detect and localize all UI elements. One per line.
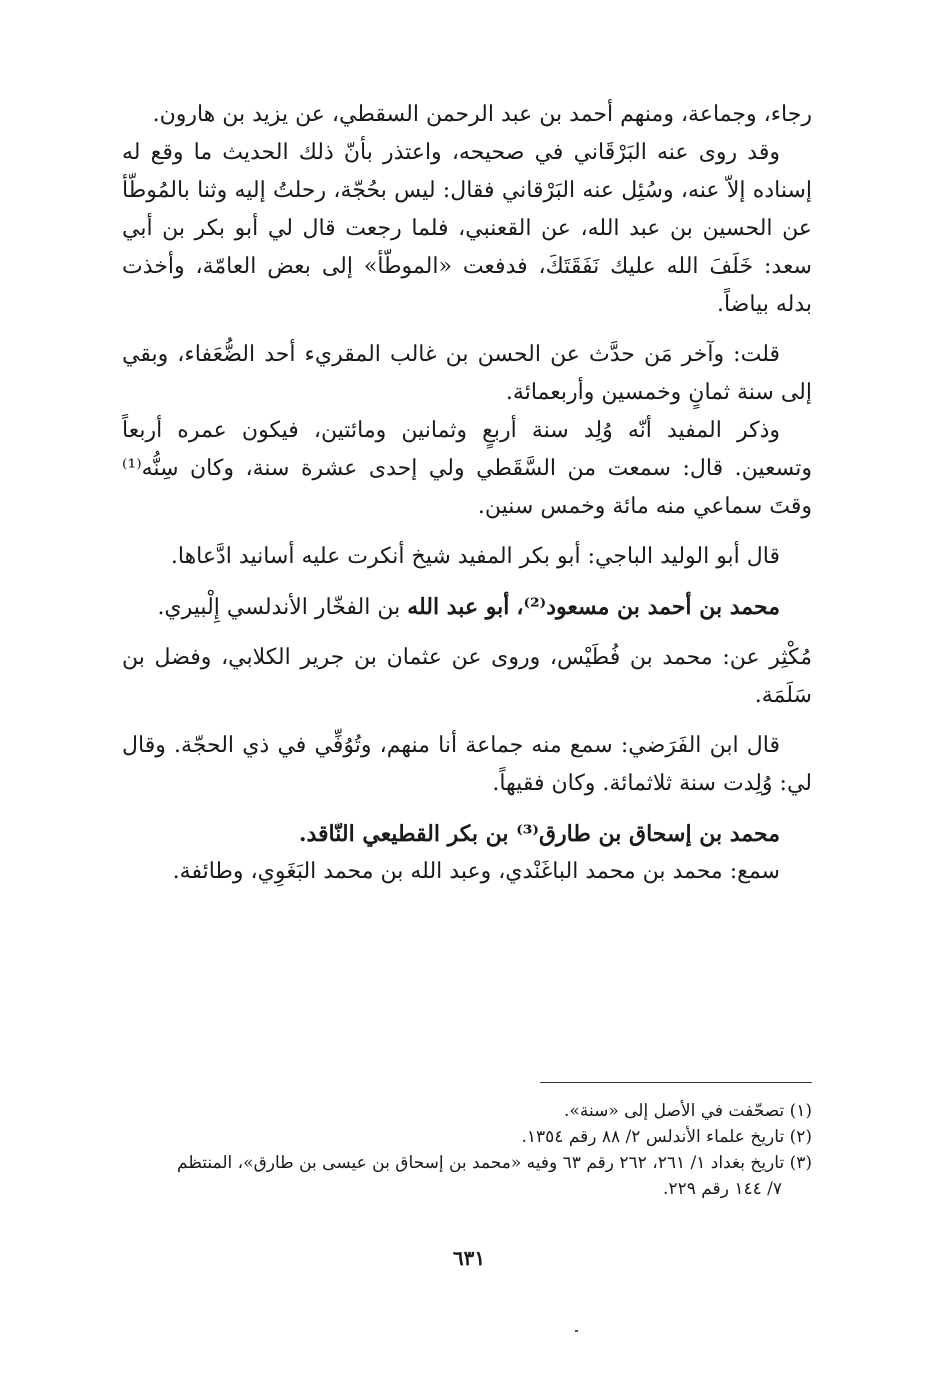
entry-heading-1 bbox=[122, 588, 812, 627]
page-number: ٦٣١ bbox=[452, 1246, 486, 1270]
paragraph-4: وذكر المفيد أنّه وُلِد سنة أربعٍ وثمانين ومائتين، فيكون عمره أربعاً وتسعين. قال: سمعت من السَّقَطي ولي إحدى عشرة سنة، وكان سِنُّه⁽¹⁾ وقتَ سماعي منه مائة وخمس سنين. bbox=[122, 418, 812, 519]
entry-1-name: محمد بن أحمد بن مسعود⁽²⁾، bbox=[516, 594, 780, 620]
paragraph-7: قال ابن الفَرَضي: سمع منه جماعة أنا منهم، وتُوُفِّي في ذي الحجّة. وقال لي: وُلِدت سنة ثلاثمائة. وكان فقيهاً. bbox=[122, 733, 812, 796]
footnotes bbox=[122, 1098, 812, 1202]
entry-heading-2: محمد بن إسحاق بن طارق⁽³⁾ بن بكر القطيعي النّاقد. bbox=[298, 821, 780, 847]
paragraph-5: قال أبو الوليد الباجي: أبو بكر المفيد شيخ أنكرت عليه أسانيد ادَّعاها. bbox=[170, 544, 780, 569]
paragraph-6: مُكْثِر عن: محمد بن فُطَيْس، وروى عن عثمان بن جرير الكلابي، وفضل بن سَلَمَة. bbox=[122, 645, 812, 708]
footnote-3: (٣) تاريخ بغداد ١/ ٢٦١، ٢٦٢ رقم ٦٣ وفيه «محمد بن إسحاق بن عيسى بن طارق»، المنتظم bbox=[177, 1153, 812, 1173]
scan-speck bbox=[575, 1330, 578, 1332]
main-text bbox=[122, 96, 812, 891]
paragraph-1: رجاء، وجماعة، ومنهم أحمد بن عبد الرحمن السقطي، عن يزيد بن هارون. bbox=[152, 102, 812, 127]
paragraph-8: سمع: محمد بن محمد الباغَنْدي، وعبد الله بن محمد البَغَوِي، وطائفة. bbox=[172, 859, 780, 884]
entry-1-rest: بن الفخّار الأندلسي إِلْبيري. bbox=[157, 595, 401, 620]
footnote-1: (١) تصحّفت في الأصل إلى «سنة». bbox=[564, 1101, 812, 1121]
paragraph-3: قلت: وآخر مَن حدَّث عن الحسن بن غالب المقريء أحد الضُّعَفاء، وبقي إلى سنة ثمانٍ وخمسين وأربعمائة. bbox=[122, 342, 812, 405]
footnote-divider bbox=[540, 1082, 812, 1083]
paragraph-2: وقد روى عنه البَرْقَاني في صحيحه، واعتذر بأنّ ذلك الحديث ما وقع له إسناده إلاّ عنه، وسُئِل عنه البَرْقاني فقال: ليس بحُجّة، رحلتُ إليه وثنا بالمُوطّأ عن الحسين بن عبد الله، عن القعنبي، فلما رجعت قال لي أبو بكر بن أبي سعد: خَلَفَ الله عليك نَفَقَتَكَ، فدفعت «الموطّأ» إلى بعض العامّة، وأخذت بدله بياضاً. bbox=[122, 140, 812, 317]
entry-1-kunya: أبو عبد الله bbox=[407, 594, 510, 620]
footnote-2: (٢) تاريخ علماء الأندلس ٢/ ٨٨ رقم ١٣٥٤. bbox=[521, 1127, 812, 1147]
footnote-3-continuation: ٧/ ١٤٤ رقم ٢٢٩. bbox=[663, 1179, 782, 1199]
